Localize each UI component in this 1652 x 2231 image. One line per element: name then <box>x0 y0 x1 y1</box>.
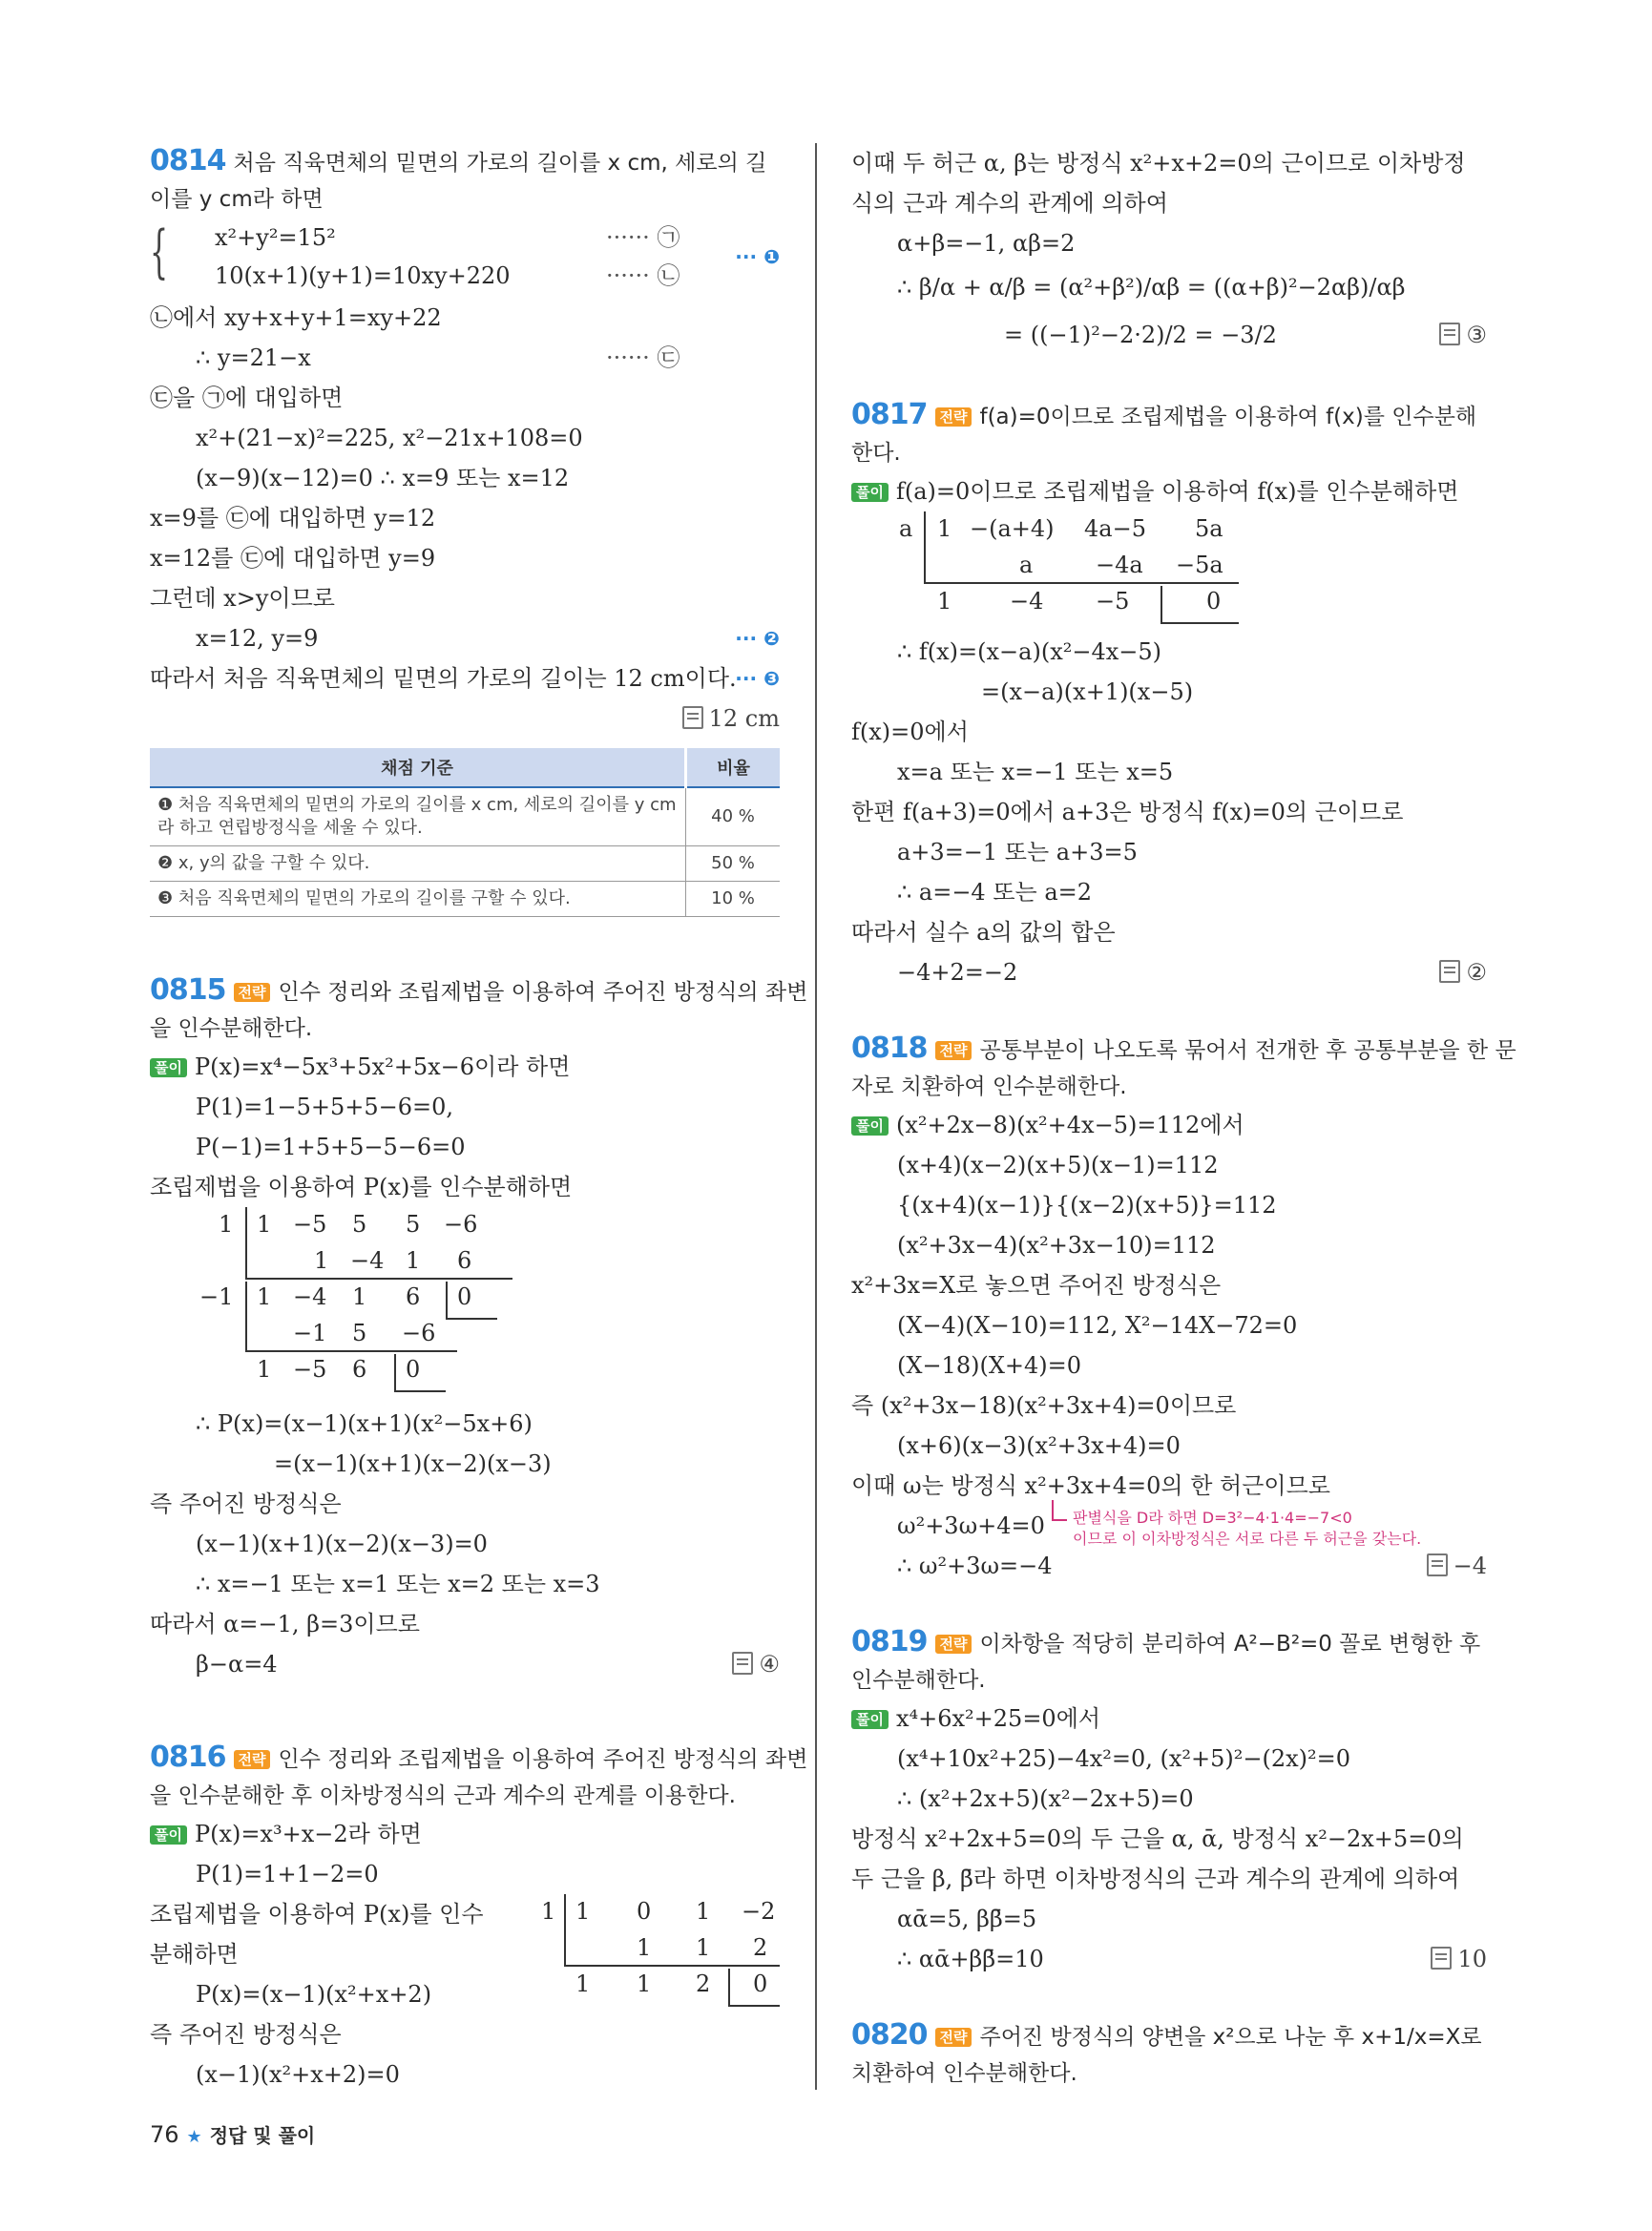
solution-badge: 풀이 <box>150 1058 187 1077</box>
syn-cell: 5 <box>406 1211 421 1238</box>
synthetic-division <box>851 511 1487 632</box>
answer-icon <box>1427 1553 1448 1576</box>
solution-line: P(1)=1+1−2=0 <box>196 1861 379 1887</box>
equation-tag: ······ ㉠ <box>606 224 680 251</box>
strategy-text: 이차항을 적당히 분리하여 A²−B²=0 꼴로 변형한 후 <box>979 1632 1481 1657</box>
solution-line: (x⁴+10x²+25)−4x²=0, (x²+5)²−(2x)²=0 <box>897 1745 1351 1772</box>
syn-cell: 6 <box>457 1247 472 1274</box>
star-icon: ★ <box>186 2127 202 2147</box>
solution-line: P(x)=x⁴−5x³+5x²+5x−6이라 하면 <box>194 1053 571 1080</box>
answer-value: ③ <box>1466 322 1487 348</box>
answer <box>1439 311 1487 359</box>
syn-divider <box>245 1207 247 1278</box>
answer-value: −4 <box>1453 1553 1487 1579</box>
syn-cell: 1 <box>257 1283 272 1310</box>
syn-cell: 1 <box>314 1247 329 1274</box>
strategy-text: 을 인수분해한다. <box>150 1016 313 1041</box>
synthetic-division <box>150 1207 780 1404</box>
solution-line: P(−1)=1+5+5−5−6=0 <box>196 1134 466 1160</box>
solution-line: x²+3x=X로 놓으면 주어진 방정식은 <box>851 1272 1222 1299</box>
syn-cell: 2 <box>696 1970 711 1997</box>
solution-badge: 풀이 <box>851 1116 889 1136</box>
strategy-text: 인수 정리와 조립제법을 이용하여 주어진 방정식의 좌변 <box>278 1747 808 1772</box>
solution-line: 즉 (x²+3x−18)(x²+3x+4)=0이므로 <box>851 1392 1237 1419</box>
solution-line: 따라서 처음 직육면체의 밑면의 가로의 길이는 12 cm이다. <box>150 665 737 692</box>
grading-step-marker: ··· ❶ <box>735 245 780 268</box>
solution-line: x=a 또는 x=−1 또는 x=5 <box>897 759 1174 785</box>
answer-value: 12 cm <box>708 705 780 732</box>
solution-line: 따라서 α=−1, β=3이므로 <box>150 1611 420 1637</box>
solution-line: = ((−1)²−2·2)/2 = −3/2 <box>1004 322 1277 348</box>
equation-tag: ······ ㉡ <box>606 262 680 289</box>
syn-cell: −5 <box>293 1211 327 1238</box>
problem-0816-continued <box>851 143 1487 359</box>
solution-line: ω²+3ω+4=0 <box>897 1512 1045 1539</box>
annotation-note: 이므로 이 이차방정식은 서로 다른 두 허근을 갖는다. <box>1073 1530 1422 1548</box>
strategy-text: f(a)=0이므로 조립제법을 이용하여 f(x)를 인수분해 <box>979 405 1477 429</box>
table-row <box>150 787 780 846</box>
syn-cell: 1 <box>637 1970 652 1997</box>
syn-cell: 0 <box>1206 588 1222 615</box>
syn-cell: 1 <box>219 1211 234 1238</box>
problem-0815 <box>150 972 808 1684</box>
strategy-text: 자로 치환하여 인수분해한다. <box>851 1074 1127 1099</box>
problem-number: 0817 <box>851 398 928 431</box>
answer-value: 10 <box>1457 1946 1487 1972</box>
synthetic-division <box>541 1894 780 2014</box>
syn-cell: 6 <box>352 1356 367 1383</box>
syn-cell: 1 <box>575 1898 591 1925</box>
syn-cell: 1 <box>937 588 952 615</box>
solution-line: (X−4)(X−10)=112, X²−14X−72=0 <box>897 1312 1298 1339</box>
syn-cell: 0 <box>753 1970 768 1997</box>
solution-line: a+3=−1 또는 a+3=5 <box>897 839 1138 865</box>
criterion-rate: 40 % <box>686 787 781 846</box>
syn-cell: 0 <box>457 1283 472 1310</box>
problem-0814 <box>150 143 780 739</box>
problem-number: 0820 <box>851 2018 928 2052</box>
syn-cell: 1 <box>937 515 952 542</box>
right-column <box>851 143 1516 2092</box>
syn-divider <box>1161 586 1162 622</box>
strategy-badge: 전략 <box>234 1750 271 1769</box>
criterion-text: ❶ 처음 직육면체의 밑면의 가로의 길이를 x cm, 세로의 길이를 y cm라 하고 연립방정식을 세울 수 있다. <box>150 787 686 846</box>
strategy-badge: 전략 <box>935 1041 972 1060</box>
syn-cell: −6 <box>402 1320 436 1346</box>
problem-number: 0814 <box>150 144 226 177</box>
answer <box>1427 1553 1487 1579</box>
solution-line: 이때 두 허근 α, β는 방정식 x²+x+2=0의 근이므로 이차방정 <box>851 150 1466 177</box>
solution-line: ∴ x=−1 또는 x=1 또는 x=2 또는 x=3 <box>196 1571 600 1597</box>
solution-line: x=12, y=9 <box>196 625 319 652</box>
syn-cell: 4a−5 <box>1084 515 1146 542</box>
answer <box>1431 1939 1487 1979</box>
syn-cell: −1 <box>199 1283 234 1310</box>
solution-line: 그런데 x>y이므로 <box>150 585 335 612</box>
syn-divider <box>245 1278 512 1280</box>
syn-cell: a <box>899 515 913 542</box>
footer-title: 정답 및 풀이 <box>209 2124 316 2147</box>
solution-line: x=9를 ㉢에 대입하면 y=12 <box>150 505 436 532</box>
syn-cell: 5a <box>1195 515 1223 542</box>
solution-line: (x+4)(x−2)(x+5)(x−1)=112 <box>897 1152 1219 1178</box>
criterion-text: ❷ x, y의 값을 구할 수 있다. <box>150 846 686 882</box>
solution-line: x²+(21−x)²=225, x²−21x+108=0 <box>196 425 583 451</box>
solution-line: ㉢을 ㉠에 대입하면 <box>150 385 344 411</box>
column-header: 비율 <box>686 748 781 787</box>
answer-icon <box>732 1652 753 1675</box>
solution-line: ∴ a=−4 또는 a=2 <box>897 879 1093 906</box>
solution-line: x⁴+6x²+25=0에서 <box>895 1705 1101 1732</box>
syn-cell: 1 <box>352 1283 367 1310</box>
syn-divider <box>446 1282 448 1318</box>
answer-value: ② <box>1466 959 1487 986</box>
annotation-note: 판별식을 D라 하면 D=3²−4·1·4=−7<0 <box>1073 1509 1352 1527</box>
page-number: 76 <box>150 2121 179 2148</box>
solution-line: x=12를 ㉢에 대입하면 y=9 <box>150 545 436 572</box>
answer-icon <box>682 706 703 729</box>
solution-line: P(x)=x³+x−2라 하면 <box>194 1821 422 1847</box>
solution-line: ∴ ω²+3ω=−4 <box>897 1553 1053 1579</box>
syn-cell: 0 <box>637 1898 652 1925</box>
solution-line: (x+6)(x−3)(x²+3x+4)=0 <box>897 1432 1181 1459</box>
syn-cell: 1 <box>637 1934 652 1961</box>
syn-cell: −4a <box>1096 552 1143 578</box>
page-footer <box>150 2120 315 2148</box>
strategy-text: 인수분해한다. <box>851 1668 986 1693</box>
solution-line: ∴ β/α + α/β = (α²+β²)/αβ = ((α+β)²−2αβ)/αβ <box>897 274 1406 301</box>
syn-divider <box>564 1965 780 1967</box>
left-column <box>150 143 808 2095</box>
strategy-text: 을 인수분해한 후 이차방정식의 근과 계수의 관계를 이용한다. <box>150 1783 736 1808</box>
syn-cell: 1 <box>257 1211 272 1238</box>
solution-badge: 풀이 <box>150 1825 187 1845</box>
solution-badge: 풀이 <box>851 483 889 502</box>
problem-number: 0816 <box>150 1741 226 1774</box>
answer-icon <box>1431 1947 1452 1970</box>
grading-step-marker: ··· ❸ <box>735 667 780 690</box>
syn-cell: −6 <box>444 1211 478 1238</box>
note-pointer <box>1052 1500 1054 1521</box>
syn-cell: 1 <box>575 1970 591 1997</box>
problem-text: 이를 y cm라 하면 <box>150 187 324 212</box>
table-row <box>150 882 780 917</box>
syn-divider <box>1161 622 1239 624</box>
solution-line: ∴ (x²+2x+5)(x²−2x+5)=0 <box>897 1785 1194 1812</box>
syn-cell: −5a <box>1176 552 1223 578</box>
answer <box>1439 952 1487 992</box>
syn-cell: −4 <box>1010 588 1044 615</box>
solution-line: α+β=−1, αβ=2 <box>897 230 1076 257</box>
note-pointer <box>1052 1519 1067 1521</box>
problem-text: 처음 직육면체의 밑면의 가로의 길이를 x cm, 세로의 길 <box>233 151 767 176</box>
syn-divider <box>728 1969 730 2005</box>
syn-cell: −5 <box>1096 588 1130 615</box>
solution-line: =(x−a)(x+1)(x−5) <box>981 678 1194 705</box>
solution-line: (x−9)(x−12)=0 ∴ x=9 또는 x=12 <box>196 465 570 491</box>
syn-divider <box>245 1350 457 1352</box>
syn-divider <box>924 582 1239 584</box>
problem-0820 <box>851 2017 1487 2092</box>
brace-symbol: { <box>150 219 169 285</box>
table-header-row <box>150 748 780 787</box>
syn-divider <box>564 1894 566 1965</box>
equation: x²+y²=15² <box>215 224 336 251</box>
syn-cell: 1 <box>696 1934 711 1961</box>
syn-cell: 1 <box>696 1898 711 1925</box>
answer-value: ④ <box>759 1651 780 1678</box>
syn-cell: 0 <box>406 1356 421 1383</box>
solution-line: (x²+3x−4)(x²+3x−10)=112 <box>897 1232 1216 1259</box>
answer-icon <box>1439 323 1460 345</box>
strategy-badge: 전략 <box>935 407 972 427</box>
solution-line: 조립제법을 이용하여 P(x)를 인수분해하면 <box>150 1174 573 1200</box>
syn-cell: 1 <box>406 1247 421 1274</box>
solution-line: f(a)=0이므로 조립제법을 이용하여 f(x)를 인수분해하면 <box>895 478 1459 505</box>
strategy-text: 치환하여 인수분해한다. <box>851 2061 1077 2086</box>
strategy-text: 인수 정리와 조립제법을 이용하여 주어진 방정식의 좌변 <box>278 980 808 1005</box>
strategy-text: 주어진 방정식의 양변을 x²으로 나눈 후 x+1/x=X로 <box>979 2025 1482 2050</box>
problem-number: 0815 <box>150 973 226 1007</box>
solution-line: ∴ P(x)=(x−1)(x+1)(x²−5x+6) <box>196 1410 533 1437</box>
syn-divider <box>394 1390 446 1392</box>
equation-system <box>150 218 780 298</box>
solution-line: 조립제법을 이용하여 P(x)를 인수 <box>150 1901 484 1928</box>
equation: 10(x+1)(y+1)=10xy+220 <box>215 262 511 289</box>
discriminant-note-block <box>851 1506 1487 1586</box>
strategy-text: 공통부분이 나오도록 묶어서 전개한 후 공통부분을 한 문 <box>979 1038 1516 1063</box>
solution-line: P(x)=(x−1)(x²+x+2) <box>196 1981 432 2008</box>
solution-line: P(1)=1−5+5+5−6=0, <box>196 1094 454 1120</box>
problem-number: 0819 <box>851 1625 928 1658</box>
solution-line: =(x−1)(x+1)(x−2)(x−3) <box>274 1450 552 1477</box>
answer <box>732 1644 780 1684</box>
solution-line: {(x+4)(x−1)}{(x−2)(x+5)}=112 <box>897 1192 1277 1219</box>
solution-line: 따라서 실수 a의 값의 합은 <box>851 919 1116 946</box>
syn-cell: 1 <box>541 1898 556 1925</box>
solution-line: 방정식 x²+2x+5=0의 두 근을 α, ᾱ, 방정식 x²−2x+5=0의 <box>851 1825 1464 1852</box>
strategy-text: 한다. <box>851 441 901 466</box>
problem-0818 <box>851 1031 1516 1586</box>
syn-cell: a <box>1019 552 1034 578</box>
solution-line: β−α=4 <box>196 1651 278 1678</box>
solution-line: (x²+2x−8)(x²+4x−5)=112에서 <box>895 1112 1244 1138</box>
solution-badge: 풀이 <box>851 1710 889 1729</box>
criterion-text: ❸ 처음 직육면체의 밑면의 가로의 길이를 구할 수 있다. <box>150 882 686 917</box>
syn-cell: 1 <box>257 1356 272 1383</box>
grading-criteria-table <box>150 748 780 917</box>
table-row <box>150 846 780 882</box>
solution-line: αᾱ=5, ββ̄=5 <box>897 1906 1037 1932</box>
strategy-badge: 전략 <box>234 983 271 1002</box>
solution-line: f(x)=0에서 <box>851 719 969 745</box>
syn-cell: 5 <box>352 1211 367 1238</box>
syn-divider <box>728 2005 780 2007</box>
syn-cell: 5 <box>352 1320 367 1346</box>
solution-line: (x−1)(x+1)(x−2)(x−3)=0 <box>196 1531 488 1557</box>
solution-line: ∴ f(x)=(x−a)(x²−4x−5) <box>897 638 1162 665</box>
solution-line: 즉 주어진 방정식은 <box>150 2021 342 2048</box>
syn-cell: −1 <box>293 1320 327 1346</box>
solution-line: ∴ αᾱ+ββ̄=10 <box>897 1946 1044 1972</box>
column-header: 채점 기준 <box>150 748 686 787</box>
problem-number: 0818 <box>851 1032 928 1065</box>
solution-line: 식의 근과 계수의 관계에 의하여 <box>851 190 1168 217</box>
criterion-rate: 50 % <box>686 846 781 882</box>
problem-0817 <box>851 397 1487 992</box>
factor-block <box>150 1894 780 2014</box>
solution-line: (X−18)(X+4)=0 <box>897 1352 1082 1379</box>
solution-line: 한편 f(a+3)=0에서 a+3은 방정식 f(x)=0의 근이므로 <box>851 799 1404 825</box>
solution-line: (x−1)(x²+x+2)=0 <box>196 2061 400 2088</box>
syn-divider <box>394 1354 396 1390</box>
solution-line: 두 근을 β, β̄라 하면 이차방정식의 근과 계수의 관계에 의하여 <box>851 1866 1460 1892</box>
column-divider <box>815 143 817 2090</box>
solution-line: 분해하면 <box>150 1941 239 1968</box>
syn-cell: −5 <box>293 1356 327 1383</box>
syn-cell: 6 <box>406 1283 421 1310</box>
syn-divider <box>446 1318 497 1320</box>
syn-cell: −2 <box>742 1898 776 1925</box>
syn-divider <box>924 511 926 582</box>
answer <box>682 698 780 739</box>
syn-cell: −4 <box>350 1247 385 1274</box>
problem-0816 <box>150 1740 808 2095</box>
syn-cell: 2 <box>753 1934 768 1961</box>
solution-line: 즉 주어진 방정식은 <box>150 1491 342 1517</box>
solution-line: ㉡에서 xy+x+y+1=xy+22 <box>150 304 442 331</box>
syn-cell: −(a+4) <box>970 515 1055 542</box>
syn-divider <box>245 1282 247 1352</box>
solution-line: 이때 ω는 방정식 x²+3x+4=0의 한 허근이므로 <box>851 1472 1330 1499</box>
equation-tag: ······ ㉢ <box>606 344 680 371</box>
solution-line: ∴ y=21−x <box>196 344 311 371</box>
grading-step-marker: ··· ❷ <box>735 627 780 650</box>
strategy-badge: 전략 <box>935 1635 972 1654</box>
answer-icon <box>1439 960 1460 983</box>
solution-line: −4+2=−2 <box>897 959 1018 986</box>
strategy-badge: 전략 <box>935 2028 972 2047</box>
syn-cell: −4 <box>293 1283 327 1310</box>
criterion-rate: 10 % <box>686 882 781 917</box>
problem-0819 <box>851 1624 1487 1979</box>
